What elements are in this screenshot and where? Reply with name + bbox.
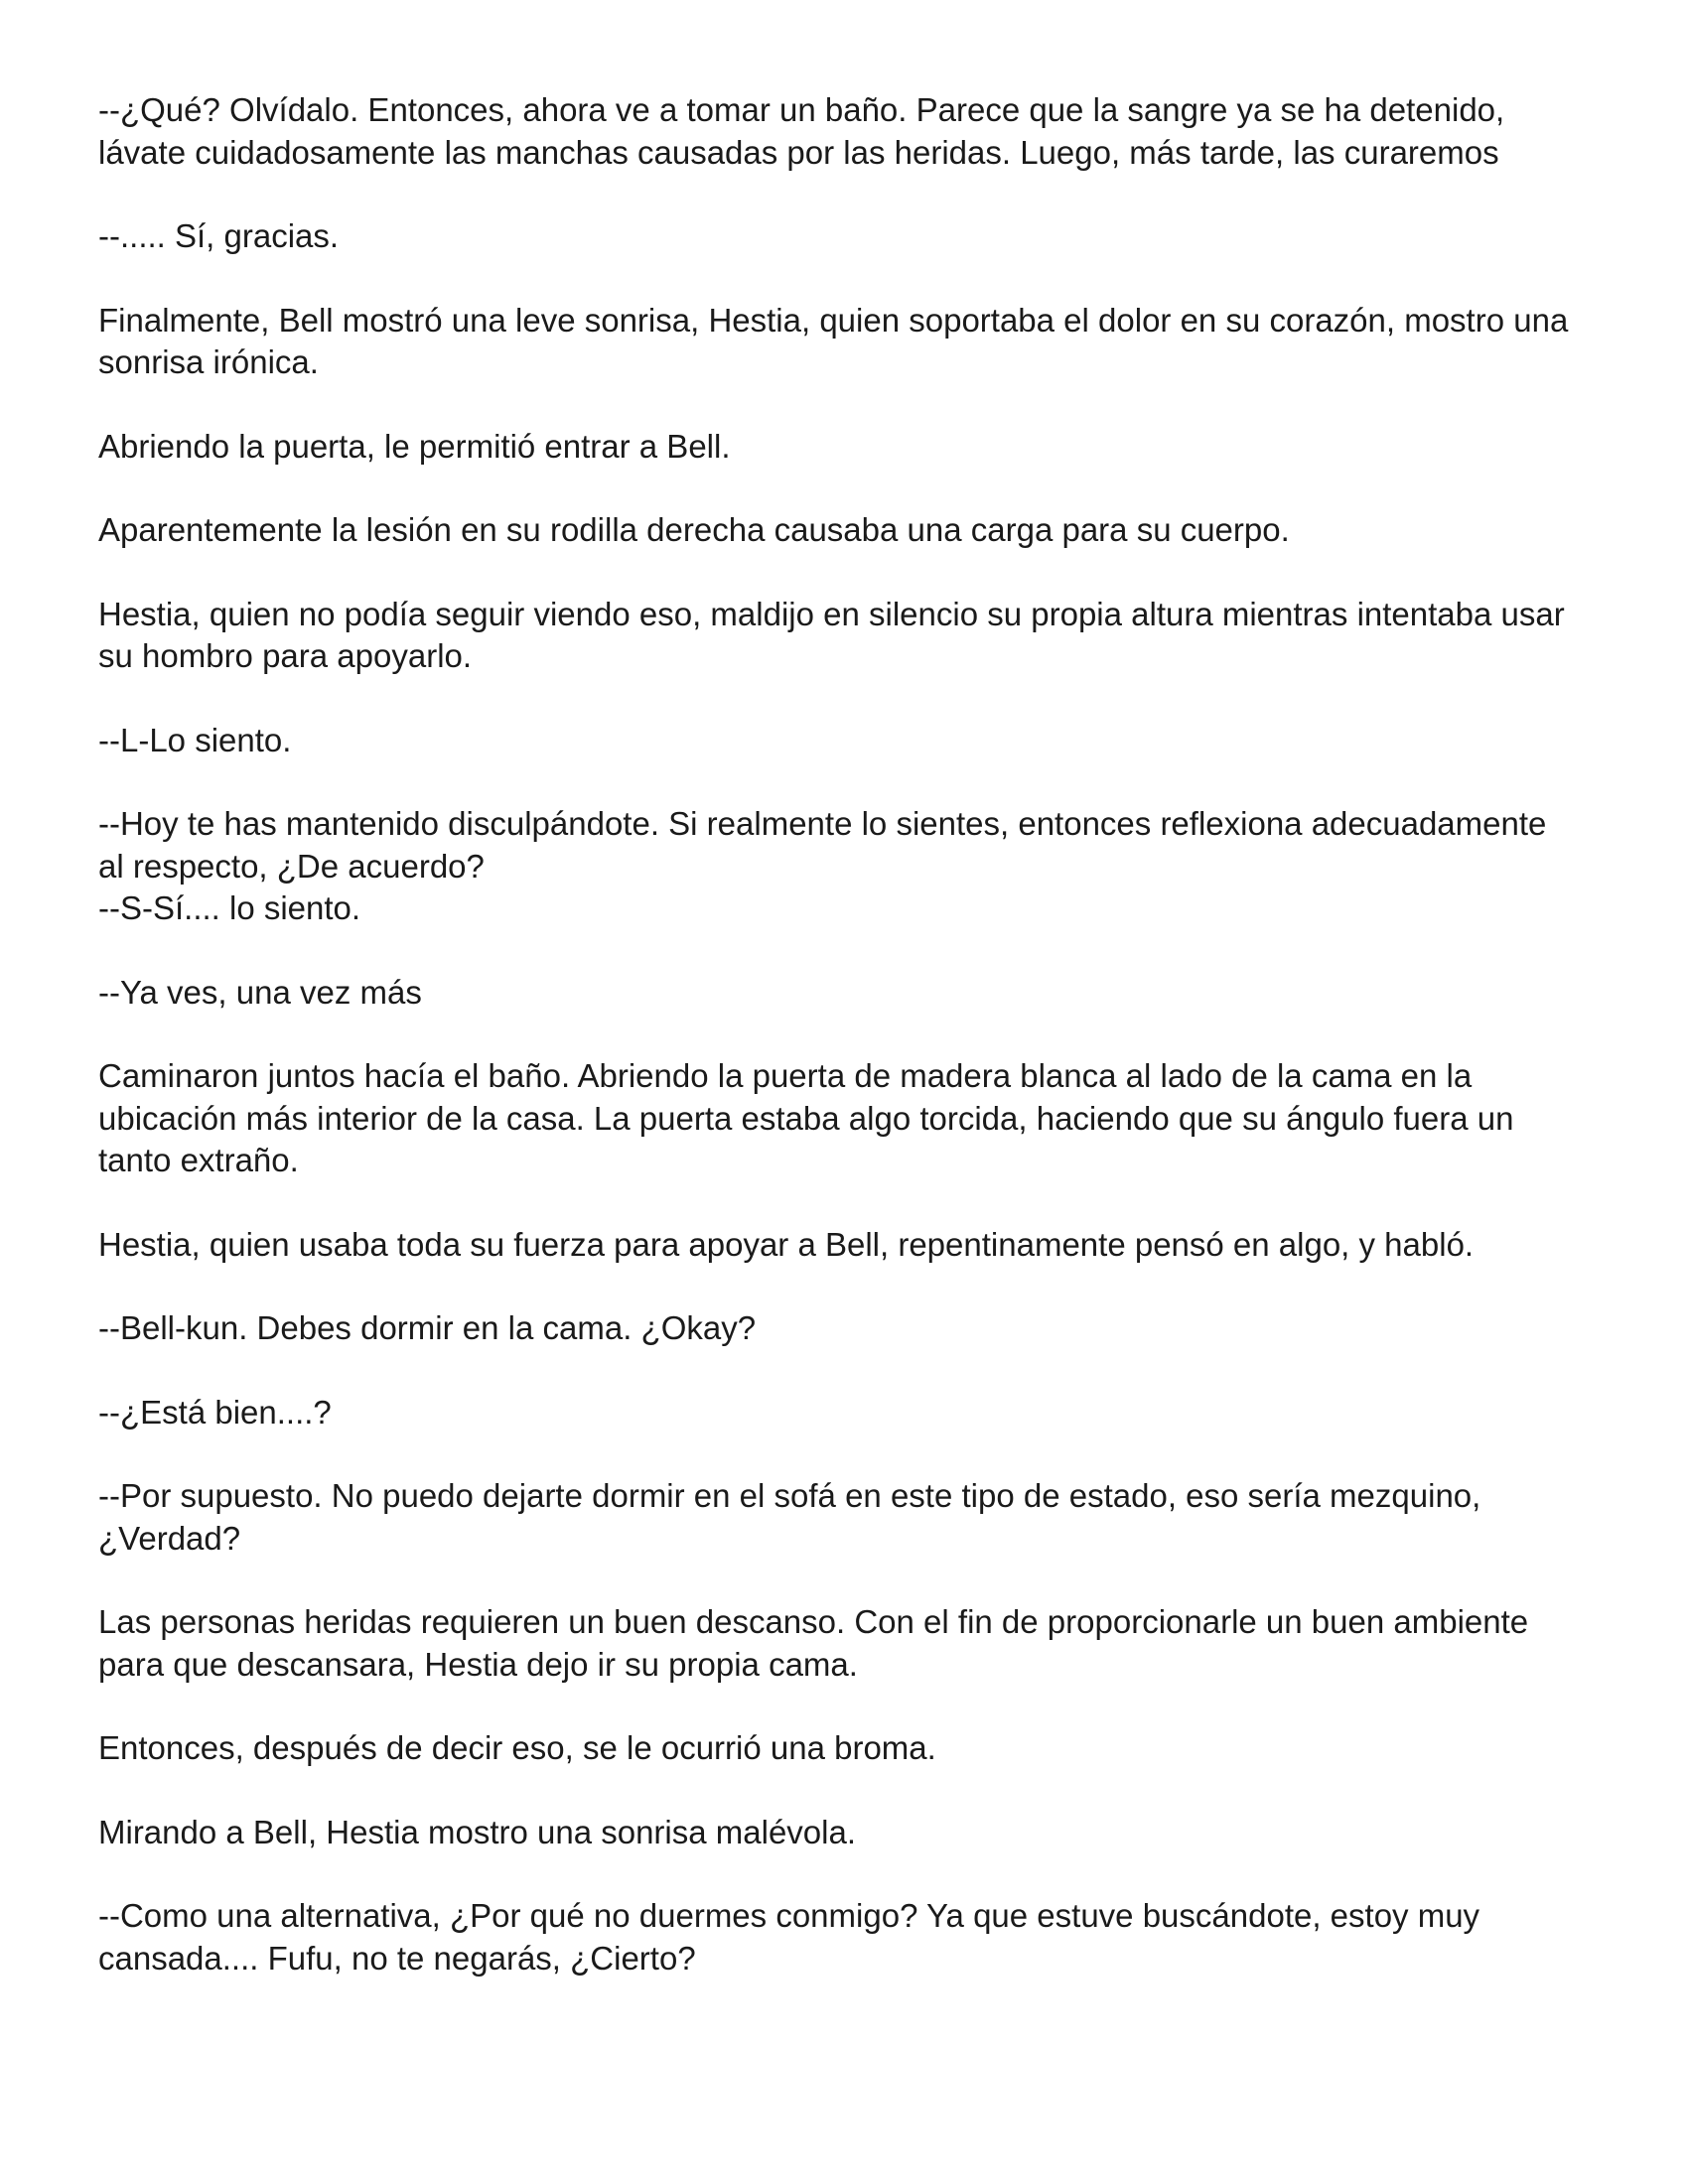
- paragraph: [98, 1224, 1608, 1267]
- paragraph: [98, 1895, 1608, 1979]
- text-line: cansada.... Fufu, no te negarás, ¿Cierto?: [98, 1939, 696, 1977]
- paragraph: [98, 215, 1608, 258]
- paragraph: [98, 1812, 1608, 1854]
- text-line: --¿Está bien....?: [98, 1393, 332, 1431]
- paragraph: [98, 426, 1608, 469]
- text-line: Caminaron juntos hacía el baño. Abriendo la puerta de madera blanca al lado de la cama en la: [98, 1057, 1473, 1094]
- text-line: --Como una alternativa, ¿Por qué no duermes conmigo? Ya que estuve buscándote, estoy muy: [98, 1897, 1480, 1934]
- paragraph: [98, 509, 1608, 552]
- text-line: su hombro para apoyarlo.: [98, 637, 473, 674]
- text-line: --Ya ves, una vez más: [98, 973, 422, 1011]
- document-body: [98, 89, 1608, 2021]
- paragraph: [98, 803, 1608, 930]
- text-line: Finalmente, Bell mostró una leve sonrisa, Hestia, quien soportaba el dolor en su corazón, mostro una: [98, 301, 1569, 339]
- text-line: --¿Qué? Olvídalo. Entonces, ahora ve a tomar un baño. Parece que la sangre ya se ha detenido,: [98, 91, 1505, 128]
- text-line: Entonces, después de decir eso, se le ocurrió una broma.: [98, 1729, 936, 1766]
- paragraph: [98, 1392, 1608, 1434]
- text-line: ¿Verdad?: [98, 1519, 241, 1557]
- text-line: al respecto, ¿De acuerdo?: [98, 847, 485, 885]
- text-line: sonrisa irónica.: [98, 343, 319, 380]
- text-line: ubicación más interior de la casa. La puerta estaba algo torcida, haciendo que su ángulo fuera un: [98, 1099, 1514, 1137]
- paragraph: [98, 1727, 1608, 1770]
- paragraph: [98, 1307, 1608, 1350]
- paragraph: [98, 594, 1608, 678]
- text-line: Hestia, quien no podía seguir viendo eso, maldijo en silencio su propia altura mientras intentaba usar: [98, 595, 1565, 632]
- text-line: --S-Sí.... lo siento.: [98, 889, 361, 926]
- paragraph: [98, 1055, 1608, 1182]
- text-line: para que descansara, Hestia dejo ir su propia cama.: [98, 1645, 858, 1683]
- text-line: tanto extraño.: [98, 1142, 299, 1178]
- text-line: --Bell-kun. Debes dormir en la cama. ¿Okay?: [98, 1309, 757, 1346]
- text-line: --Hoy te has mantenido disculpándote. Si realmente lo sientes, entonces reflexiona adecuadamente: [98, 805, 1547, 842]
- text-line: Mirando a Bell, Hestia mostro una sonrisa malévola.: [98, 1813, 857, 1850]
- text-line: Aparentemente la lesión en su rodilla derecha causaba una carga para su cuerpo.: [98, 511, 1290, 548]
- paragraph: [98, 300, 1608, 384]
- text-line: --L-Lo siento.: [98, 721, 292, 758]
- paragraph: [98, 720, 1608, 762]
- paragraph: [98, 1601, 1608, 1686]
- paragraph: [98, 89, 1608, 174]
- paragraph: [98, 972, 1608, 1015]
- text-line: Abriendo la puerta, le permitió entrar a Bell.: [98, 427, 731, 465]
- text-line: Hestia, quien usaba toda su fuerza para apoyar a Bell, repentinamente pensó en algo, y habló.: [98, 1225, 1475, 1263]
- text-line: Las personas heridas requieren un buen descanso. Con el fin de proporcionarle un buen ambiente: [98, 1603, 1529, 1640]
- text-line: --Por supuesto. No puedo dejarte dormir en el sofá en este tipo de estado, eso sería mezquino,: [98, 1477, 1481, 1514]
- text-line: lávate cuidadosamente las manchas causadas por las heridas. Luego, más tarde, las curaremos: [98, 133, 1499, 171]
- text-line: --..... Sí, gracias.: [98, 217, 340, 254]
- paragraph: [98, 1475, 1608, 1560]
